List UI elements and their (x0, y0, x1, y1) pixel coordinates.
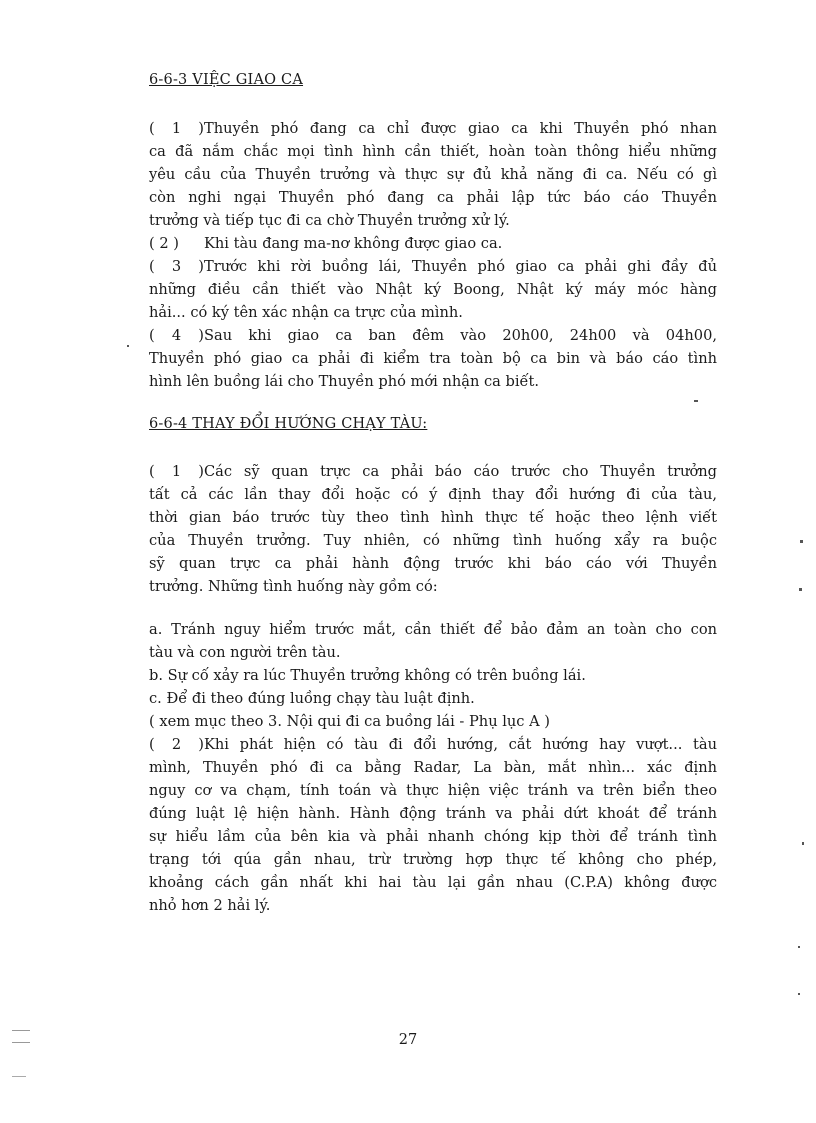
paragraph-line: mình, Thuyền phó đi ca bằng Radar, La bàn, mắt nhìn... xác định (149, 759, 717, 776)
scan-speck (12, 1042, 30, 1043)
paragraph-line: Thuyền phó giao ca phải đi kiểm tra toàn bộ ca bin và báo cáo tình (149, 350, 717, 367)
paragraph-text: Trước khi rời buồng lái, Thuyền phó giao ca phải ghi đầy đủ (204, 258, 717, 275)
scan-speck (12, 1076, 26, 1077)
paragraph-line: của Thuyền trưởng. Tuy nhiên, có những tình huống xẩy ra buộc (149, 532, 717, 549)
paragraph-line: còn nghi ngại Thuyền phó đang ca phải lập tức báo cáo Thuyền (149, 189, 717, 206)
scan-speck (798, 946, 800, 948)
section-heading-6-6-4: 6-6-4 THAY ĐỔI HƯỚNG CHẠY TÀU: (149, 416, 428, 432)
paragraph-line: yêu cầu của Thuyền trưởng và thực sự đủ khả năng đi ca. Nếu có gì (149, 166, 717, 183)
paragraph-marker: ( 2 ) (149, 736, 204, 753)
paragraph-line (149, 234, 717, 254)
paragraph-line: đúng luật lệ hiện hành. Hành động tránh va phải dứt khoát để tránh (149, 805, 717, 822)
paragraph-marker: ( 2 ) (149, 235, 179, 252)
scan-speck (12, 1030, 30, 1031)
paragraph-line: những điều cần thiết vào Nhật ký Boong, Nhật ký máy móc hàng (149, 281, 717, 298)
paragraph-line (149, 257, 717, 277)
paragraph-line: sự hiểu lầm của bên kia và phải nhanh chóng kịp thời để tránh tình (149, 828, 717, 845)
paragraph-line (149, 462, 717, 482)
scan-speck (694, 400, 698, 402)
paragraph-text: Thuyền phó đang ca chỉ được giao ca khi Thuyền phó nhan (204, 120, 717, 137)
scan-speck (799, 588, 802, 591)
paragraph-line (149, 119, 717, 139)
paragraph-marker: ( 4 ) (149, 327, 204, 344)
paragraph-line: trưởng. Những tình huống này gồm có: (149, 578, 438, 595)
scan-speck (802, 842, 804, 845)
paragraph-line: sỹ quan trực ca phải hành động trước khi báo cáo với Thuyền (149, 555, 717, 572)
paragraph-marker: ( 3 ) (149, 258, 204, 275)
paragraph-line: thời gian báo trước tùy theo tình hình thực tế hoặc theo lệnh viết (149, 509, 717, 526)
cross-reference-note: ( xem mục theo 3. Nội qui đi ca buồng lái - Phụ lục A ) (149, 713, 550, 730)
list-item-c: c. Để đi theo đúng luồng chạy tàu luật định. (149, 690, 475, 707)
list-item-b: b. Sự cố xảy ra lúc Thuyền trưởng không có trên buồng lái. (149, 667, 586, 684)
list-item-a: a. Tránh nguy hiểm trước mắt, cần thiết để bảo đảm an toàn cho con (149, 621, 717, 638)
paragraph-line: nhỏ hơn 2 hải lý. (149, 897, 271, 914)
paragraph-line: hải... có ký tên xác nhận ca trực của mình. (149, 304, 463, 321)
paragraph-line (149, 735, 717, 755)
paragraph-text: Sau khi giao ca ban đêm vào 20h00, 24h00 và 04h00, (204, 327, 717, 344)
paragraph-text: Khi phát hiện có tàu đi đổi hướng, cắt hướng hay vượt... tàu (204, 736, 717, 753)
paragraph-line: khoảng cách gần nhất khi hai tàu lại gần nhau (C.P.A) không được (149, 874, 717, 891)
scan-speck (127, 345, 129, 347)
page-number: 27 (398, 1032, 418, 1048)
paragraph-line: ca đã nắm chắc mọi tình hình cần thiết, hoàn toàn thông hiểu những (149, 143, 717, 160)
paragraph-line: trưởng và tiếp tục đi ca chờ Thuyền trưởng xử lý. (149, 212, 510, 229)
paragraph-line: hình lên buồng lái cho Thuyền phó mới nhận ca biết. (149, 373, 539, 390)
section-heading-6-6-3: 6-6-3 VIỆC GIAO CA (149, 72, 304, 88)
paragraph-line: nguy cơ va chạm, tính toán và thực hiện việc tránh va trên biển theo (149, 782, 717, 799)
paragraph-text: Các sỹ quan trực ca phải báo cáo trước cho Thuyền trưởng (204, 463, 717, 480)
paragraph-marker: ( 1 ) (149, 120, 204, 137)
list-item-a-continued: tàu và con người trên tàu. (149, 644, 341, 661)
scan-speck (800, 540, 803, 543)
paragraph-line (149, 326, 717, 346)
paragraph-line: trạng tới qúa gần nhau, trừ trường hợp thực tế không cho phép, (149, 851, 717, 868)
paragraph-line: tất cả các lần thay đổi hoặc có ý định thay đổi hướng đi của tàu, (149, 486, 717, 503)
scan-speck (798, 993, 800, 995)
paragraph-marker: ( 1 ) (149, 463, 204, 480)
paragraph-text: Khi tàu đang ma-nơ không được giao ca. (204, 235, 503, 252)
